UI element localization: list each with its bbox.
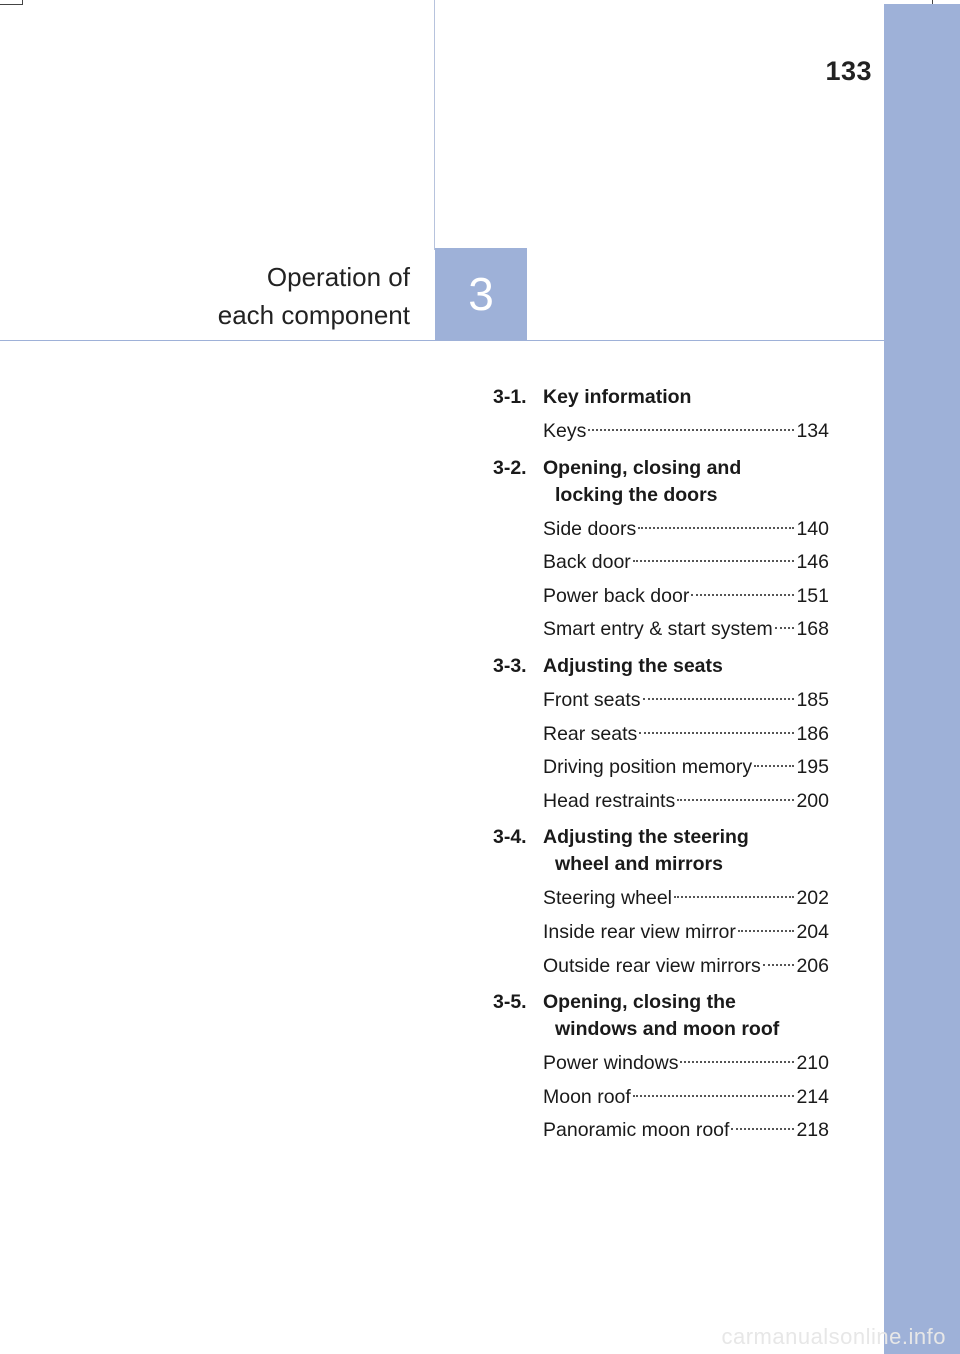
toc-section-heading[interactable] — [493, 453, 829, 513]
toc-section — [493, 987, 829, 1148]
page-number: 133 — [825, 56, 872, 86]
toc-entry-page: 195 — [796, 756, 829, 779]
toc-section-number: 3-4. — [493, 826, 527, 849]
toc-section-title-line: Opening, closing the — [543, 991, 736, 1014]
toc-entry-page: 200 — [796, 789, 829, 812]
toc-section — [493, 382, 829, 449]
toc-entry-label: Power windows — [543, 1052, 679, 1075]
toc-section-title — [543, 824, 829, 878]
toc-section-title — [543, 455, 829, 509]
toc-entry-page: 168 — [796, 618, 829, 641]
toc-entry-page: 206 — [796, 954, 829, 977]
toc-dot-leader — [633, 1095, 795, 1097]
toc-entry-label: Panoramic moon roof — [543, 1119, 730, 1142]
toc-section-title-line: Opening, closing and — [543, 456, 742, 479]
toc-dot-leader — [775, 627, 795, 629]
toc-dot-leader — [691, 594, 794, 596]
toc-entry[interactable] — [543, 684, 829, 718]
toc-dot-leader — [738, 930, 795, 932]
toc-section-title-line: Adjusting the steering — [543, 826, 749, 849]
toc-section-title-line: locking the doors — [555, 483, 718, 506]
toc-section-title-line: Key information — [543, 386, 692, 408]
toc-dot-leader — [754, 765, 794, 767]
toc-entry[interactable] — [543, 1081, 829, 1115]
watermark: carmanualsonline.info — [721, 1324, 946, 1349]
toc-dot-leader — [633, 560, 795, 562]
chapter-number: 3 — [468, 268, 494, 320]
toc-entry-page: 204 — [796, 920, 829, 943]
toc-entry-page: 140 — [796, 517, 829, 540]
toc-section-heading[interactable] — [493, 651, 829, 684]
toc-section-number: 3-2. — [493, 456, 527, 479]
toc-entry-label: Side doors — [543, 517, 637, 540]
table-of-contents — [493, 382, 829, 1152]
toc-entry-page: 134 — [796, 420, 829, 442]
toc-entry[interactable] — [543, 718, 829, 752]
toc-section-title — [543, 989, 829, 1043]
toc-entry[interactable] — [543, 785, 829, 819]
toc-entry-page: 202 — [796, 887, 829, 910]
toc-entry[interactable] — [543, 513, 829, 547]
toc-entry-page: 186 — [796, 722, 829, 745]
toc-entry-label: Outside rear view mirrors — [543, 954, 761, 977]
toc-entry[interactable] — [543, 546, 829, 580]
toc-section-number: 3-5. — [493, 991, 527, 1014]
toc-entry-label: Steering wheel — [543, 887, 672, 910]
toc-entry-page: 146 — [796, 551, 829, 574]
toc-dot-leader — [638, 527, 794, 529]
chapter-title — [218, 258, 410, 334]
toc-entry-page: 185 — [796, 688, 829, 711]
chapter-title-line-1: Operation of — [266, 262, 410, 292]
toc-entry[interactable] — [543, 751, 829, 785]
toc-entry[interactable] — [543, 1047, 829, 1081]
toc-dot-leader — [674, 896, 794, 898]
toc-entry-page: 218 — [796, 1119, 829, 1142]
toc-dot-leader — [680, 1061, 794, 1063]
toc-entry[interactable] — [543, 580, 829, 614]
toc-section — [493, 453, 829, 647]
toc-dot-leader — [731, 1128, 794, 1130]
toc-entry-label: Moon roof — [543, 1085, 631, 1108]
crop-mark-left — [0, 0, 23, 5]
toc-section-title-line: Adjusting the seats — [543, 654, 723, 677]
toc-entry-label: Back door — [543, 551, 631, 574]
toc-entry[interactable] — [543, 613, 829, 647]
toc-entry-label: Smart entry & start system — [543, 618, 773, 641]
header-divider — [0, 340, 884, 341]
toc-section-heading[interactable] — [493, 987, 829, 1047]
toc-dot-leader — [643, 698, 795, 700]
toc-section — [493, 822, 829, 983]
toc-entry[interactable] — [543, 1114, 829, 1148]
toc-dot-leader — [639, 732, 794, 734]
toc-entry-page: 210 — [796, 1052, 829, 1075]
toc-section-title-line: wheel and mirrors — [555, 853, 723, 876]
toc-dot-leader — [588, 429, 794, 431]
toc-entry[interactable] — [543, 916, 829, 950]
toc-section-number: 3-3. — [493, 654, 527, 677]
toc-dot-leader — [763, 964, 795, 966]
toc-entry-page: 214 — [796, 1085, 829, 1108]
toc-entry-label: Front seats — [543, 688, 641, 711]
toc-entry[interactable] — [543, 415, 829, 449]
chapter-title-line-2: each component — [217, 300, 410, 330]
toc-section-title — [543, 384, 829, 411]
toc-entry-label: Head restraints — [543, 789, 676, 812]
toc-section-number: 3-1. — [493, 386, 527, 408]
toc-section-title-line: windows and moon roof — [555, 1018, 780, 1041]
toc-dot-leader — [677, 799, 794, 801]
toc-entry-label: Power back door — [543, 584, 690, 607]
toc-section-heading[interactable] — [493, 822, 829, 882]
toc-entry-label: Driving position memory — [543, 756, 753, 779]
toc-entry-page: 151 — [796, 584, 829, 607]
toc-entry-label: Keys — [543, 420, 587, 442]
chapter-side-tab — [884, 4, 960, 1354]
chapter-number-box — [435, 248, 527, 340]
toc-entry-label: Inside rear view mirror — [543, 920, 736, 943]
toc-entry[interactable] — [543, 950, 829, 984]
toc-entry[interactable] — [543, 882, 829, 916]
column-divider — [434, 0, 435, 250]
toc-section-heading[interactable] — [493, 382, 829, 415]
toc-section — [493, 651, 829, 818]
toc-entry-label: Rear seats — [543, 722, 638, 745]
toc-section-title — [543, 653, 829, 680]
